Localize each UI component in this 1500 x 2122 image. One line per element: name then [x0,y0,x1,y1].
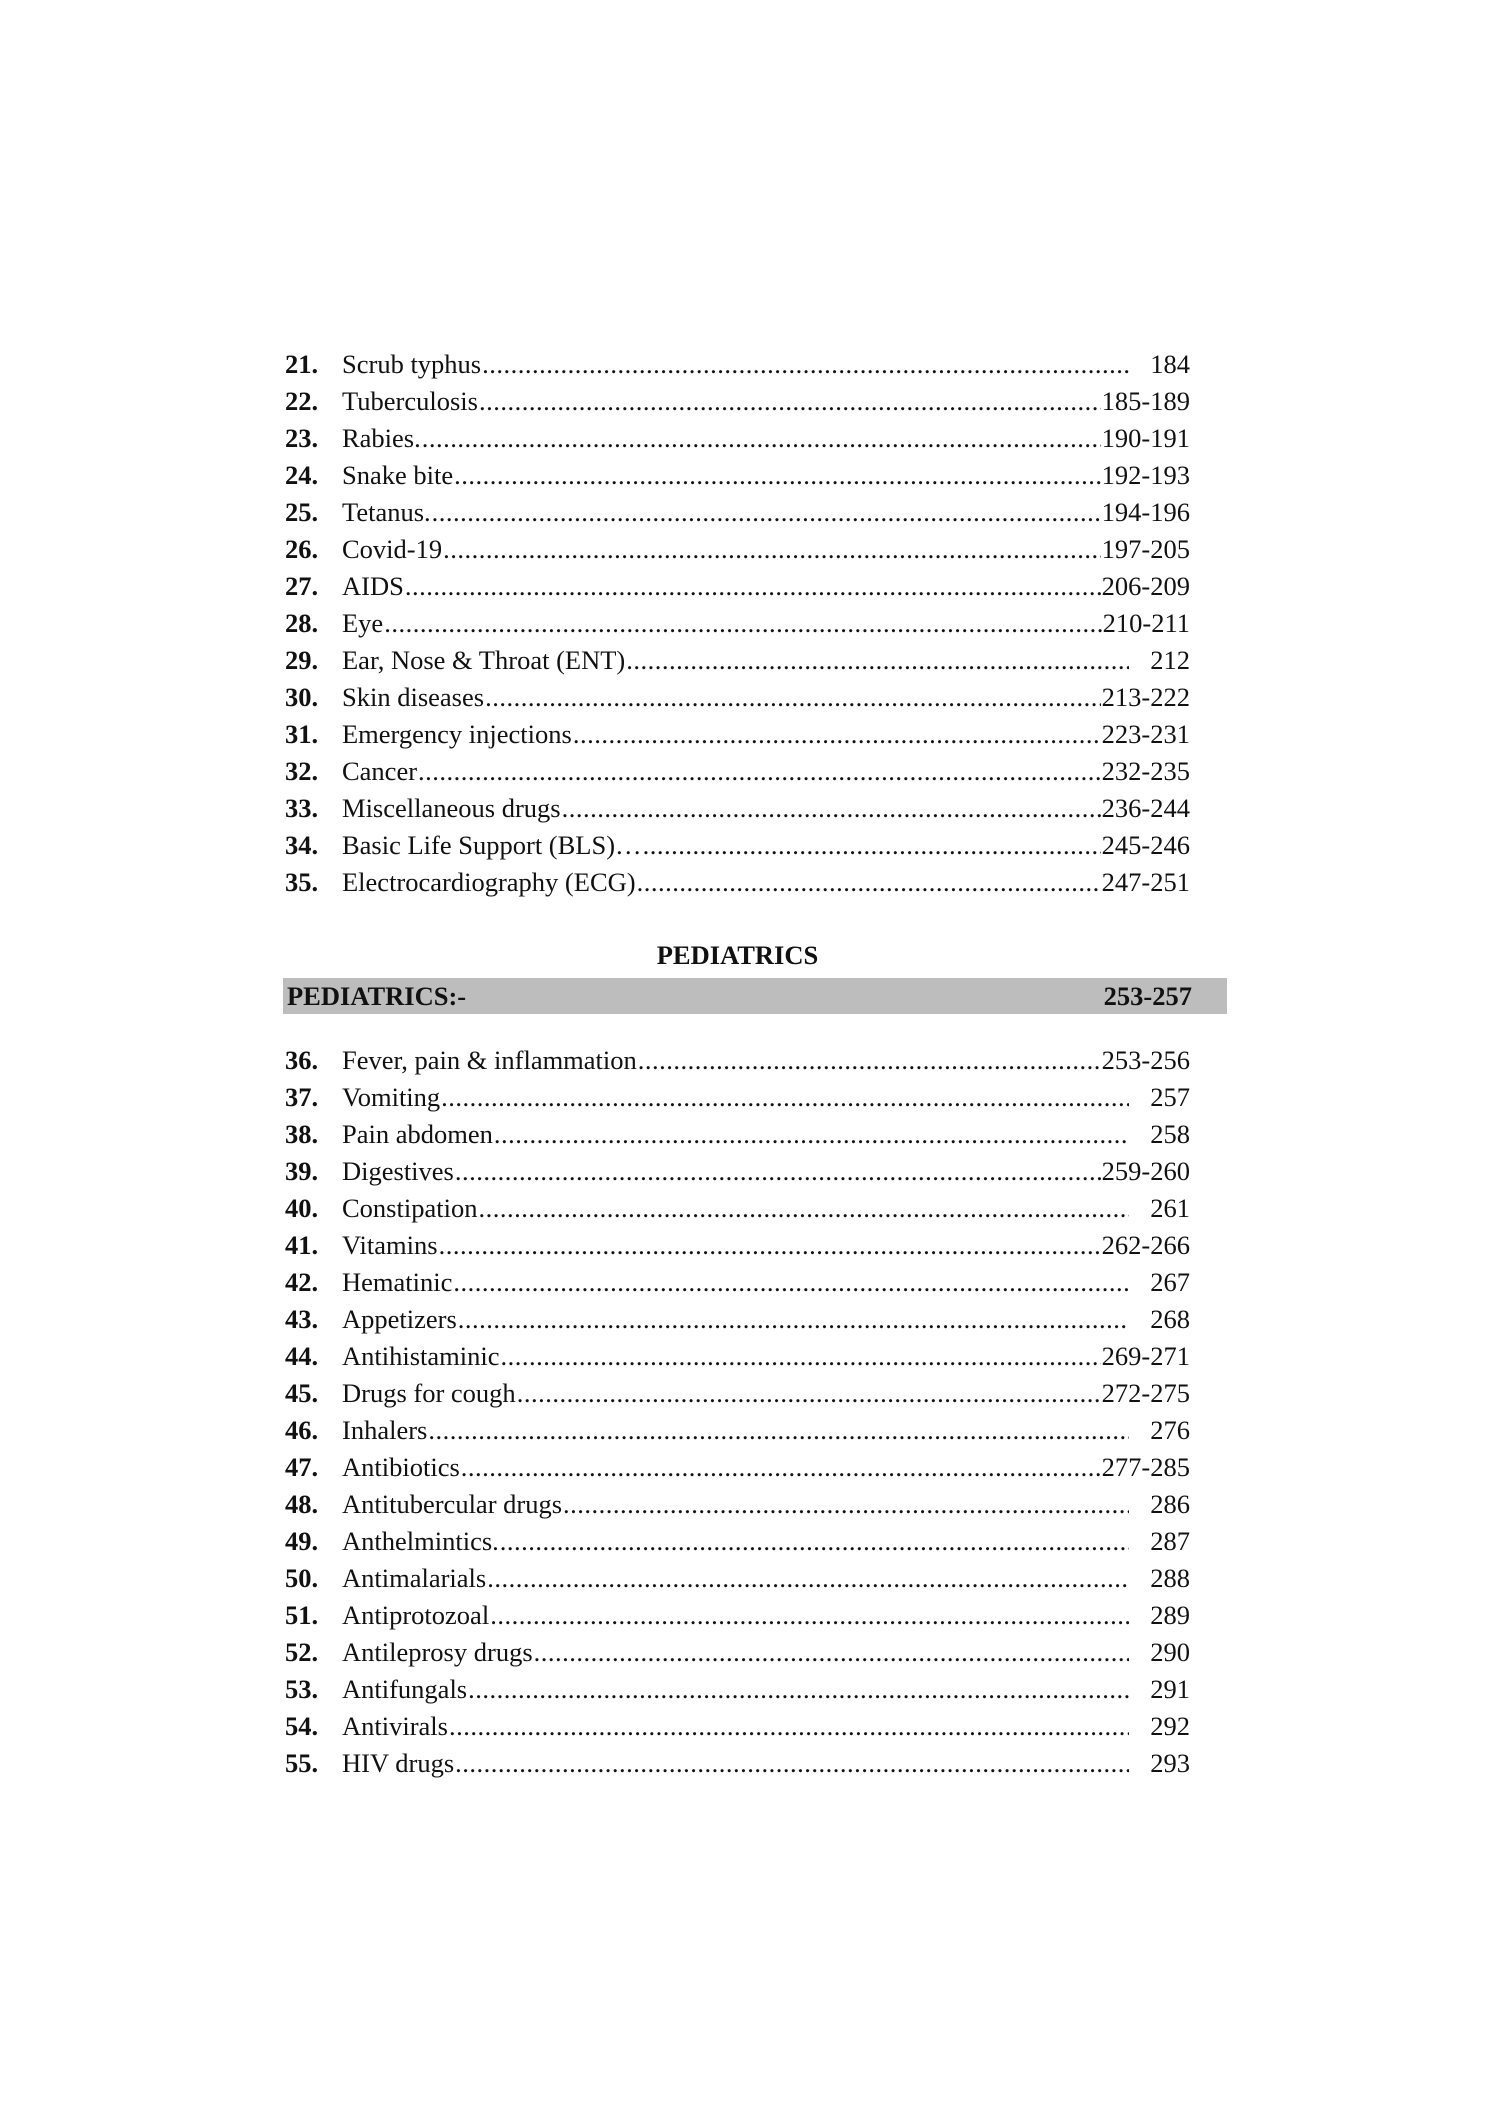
entry-title: Digestives [342,1156,454,1186]
entry-title: Pain abdomen [342,1119,493,1149]
entry-page: 245-246 [1101,830,1190,860]
entry-number: 48. [285,1489,319,1519]
leader-dots [626,642,1129,679]
entry-title: Hematinic [342,1267,453,1297]
entry-number: 23. [285,423,319,453]
entry-number: 32. [285,756,319,786]
leader-dots [478,1190,1129,1227]
entry-page: 194-196 [1101,497,1190,527]
entry-page: 190-191 [1101,423,1190,453]
entry-title: Constipation [342,1193,478,1223]
entry-number: 55. [285,1748,319,1778]
entry-page: 262-266 [1101,1230,1190,1260]
leader-dots [449,1708,1129,1745]
entry-page: 206-209 [1101,571,1190,601]
leader-dots [517,1375,1101,1412]
toc-entry[interactable] [285,1079,1190,1116]
toc-entry[interactable] [285,790,1190,827]
entry-page: 213-222 [1101,682,1190,712]
leader-dots [455,1745,1129,1782]
toc-entry[interactable] [285,383,1190,420]
entry-page: 291 [1150,1674,1190,1704]
entry-title: Emergency injections [342,719,572,749]
entry-title: Tuberculosis [342,386,478,416]
entry-number: 51. [285,1600,319,1630]
toc-entry[interactable] [285,716,1190,753]
toc-list-general [285,346,1190,901]
leader-dots [458,1301,1129,1338]
toc-entry[interactable] [285,1042,1190,1079]
entry-number: 28. [285,608,319,638]
toc-entry[interactable] [285,420,1190,457]
toc-entry[interactable] [285,568,1190,605]
leader-dots [428,1412,1129,1449]
toc-entry[interactable] [285,1523,1190,1560]
toc-entry[interactable] [285,1634,1190,1671]
entry-title: Rabies. [342,423,421,453]
toc-list-pediatrics [285,1042,1190,1782]
toc-entry[interactable] [285,1153,1190,1190]
entry-page: 258 [1150,1119,1190,1149]
entry-title: AIDS [342,571,404,601]
toc-entry[interactable] [285,679,1190,716]
entry-page: 185-189 [1101,386,1190,416]
entry-title: Antibiotics [342,1452,460,1482]
entry-page: 287 [1150,1526,1190,1556]
toc-entry[interactable] [285,1486,1190,1523]
entry-number: 53. [285,1674,319,1704]
entry-number: 37. [285,1082,319,1112]
entry-number: 31. [285,719,319,749]
toc-entry[interactable] [285,1560,1190,1597]
entry-page: 289 [1150,1600,1190,1630]
toc-entry[interactable] [285,1190,1190,1227]
leader-dots [638,1042,1101,1079]
entry-title: Ear, Nose & Throat (ENT) [342,645,626,675]
entry-title: Skin diseases [342,682,485,712]
entry-page: 232-235 [1101,756,1190,786]
leader-dots [461,1449,1101,1486]
entry-number: 52. [285,1637,319,1667]
entry-title: Vitamins [342,1230,438,1260]
entry-page: 184 [1150,349,1190,379]
leader-dots [479,383,1101,420]
leader-dots [490,1597,1129,1634]
toc-entry[interactable] [285,1412,1190,1449]
entry-title: Anthelmintics. [342,1526,499,1556]
entry-title: Eye [342,608,384,638]
leader-dots [384,605,1101,642]
leader-dots [454,457,1101,494]
entry-title: Tetanus. [342,497,431,527]
toc-entry[interactable] [285,1745,1190,1782]
entry-title: Inhalers [342,1415,428,1445]
entry-page: 277-285 [1101,1452,1190,1482]
entry-page: 257 [1150,1082,1190,1112]
entry-title: HIV drugs [342,1748,455,1778]
entry-number: 41. [285,1230,319,1260]
toc-entry[interactable] [285,1338,1190,1375]
entry-number: 24. [285,460,319,490]
entry-title: Antifungals [342,1674,468,1704]
entry-page: 276 [1150,1415,1190,1445]
toc-entry[interactable] [285,1375,1190,1412]
entry-number: 26. [285,534,319,564]
entry-number: 50. [285,1563,319,1593]
entry-page: 210-211 [1102,608,1190,638]
leader-dots [422,420,1101,457]
leader-dots [443,531,1101,568]
entry-title: Appetizers [342,1304,457,1334]
entry-page: 192-193 [1101,460,1190,490]
entry-title: Electrocardiography (ECG) [342,867,636,897]
toc-entry[interactable] [285,494,1190,531]
entry-number: 35. [285,867,319,897]
entry-page: 236-244 [1101,793,1190,823]
section-bar-label: PEDIATRICS:- [287,981,467,1011]
toc-entry[interactable] [285,531,1190,568]
leader-dots [573,716,1101,753]
entry-number: 29. [285,645,319,675]
entry-title: Snake bite [342,460,454,490]
entry-number: 25. [285,497,319,527]
entry-title: Antileprosy drugs [342,1637,533,1667]
toc-entry[interactable] [285,827,1190,864]
entry-number: 39. [285,1156,319,1186]
entry-page: 268 [1150,1304,1190,1334]
entry-page: 288 [1150,1563,1190,1593]
leader-dots [643,827,1101,864]
entry-title: Antiprotozoal [342,1600,490,1630]
leader-dots [455,1153,1101,1190]
entry-page: 261 [1150,1193,1190,1223]
leader-dots [441,1079,1129,1116]
toc-entry[interactable] [285,1597,1190,1634]
entry-page: 247-251 [1101,867,1190,897]
entry-title: Cancer [342,756,418,786]
entry-number: 40. [285,1193,319,1223]
leader-dots [637,864,1101,901]
entry-page: 292 [1150,1711,1190,1741]
entry-page: 259-260 [1101,1156,1190,1186]
entry-number: 33. [285,793,319,823]
toc-entry[interactable] [285,753,1190,790]
section-bar [283,978,1227,1014]
entry-number: 43. [285,1304,319,1334]
leader-dots [453,1264,1129,1301]
entry-page: 286 [1150,1489,1190,1519]
entry-title: Scrub typhus [342,349,482,379]
entry-number: 54. [285,1711,319,1741]
entry-page: 253-256 [1101,1045,1190,1075]
leader-dots [487,1560,1129,1597]
section-heading: PEDIATRICS [656,940,819,970]
entry-number: 38. [285,1119,319,1149]
entry-number: 34. [285,830,319,860]
entry-number: 22. [285,386,319,416]
entry-page: 212 [1150,645,1190,675]
entry-page: 223-231 [1101,719,1190,749]
leader-dots [432,494,1101,531]
toc-entry[interactable] [285,1227,1190,1264]
entry-title: Antitubercular drugs [342,1489,563,1519]
entry-title: Miscellaneous drugs [342,793,561,823]
entry-number: 21. [285,349,319,379]
toc-entry[interactable] [285,1264,1190,1301]
toc-entry[interactable] [285,1671,1190,1708]
leader-dots [563,1486,1129,1523]
entry-number: 30. [285,682,319,712]
entry-number: 42. [285,1267,319,1297]
entry-number: 44. [285,1341,319,1371]
entry-title: Fever, pain & inflammation [342,1045,637,1075]
leader-dots [468,1671,1129,1708]
entry-page: 272-275 [1101,1378,1190,1408]
entry-number: 49. [285,1526,319,1556]
entry-number: 36. [285,1045,319,1075]
entry-title: Basic Life Support (BLS)… [342,830,642,860]
toc-entry[interactable] [285,605,1190,642]
leader-dots [405,568,1101,605]
toc-entry[interactable] [285,346,1190,383]
leader-dots [534,1634,1129,1671]
entry-title: Drugs for cough [342,1378,516,1408]
entry-title: Antimalarials [342,1563,487,1593]
leader-dots [418,753,1101,790]
section-bar-range: 253-257 [1103,981,1192,1011]
leader-dots [500,1523,1129,1560]
entry-number: 45. [285,1378,319,1408]
entry-page: 269-271 [1101,1341,1190,1371]
toc-entry[interactable] [285,1449,1190,1486]
toc-entry[interactable] [285,457,1190,494]
entry-number: 27. [285,571,319,601]
leader-dots [562,790,1101,827]
entry-page: 293 [1150,1748,1190,1778]
entry-title: Antihistaminic [342,1341,500,1371]
toc-entry[interactable] [285,1116,1190,1153]
leader-dots [501,1338,1101,1375]
leader-dots [439,1227,1101,1264]
leader-dots [485,679,1101,716]
toc-entry[interactable] [285,642,1190,679]
toc-entry[interactable] [285,1301,1190,1338]
entry-page: 290 [1150,1637,1190,1667]
toc-entry[interactable] [285,864,1190,901]
leader-dots [494,1116,1129,1153]
entry-number: 47. [285,1452,319,1482]
entry-number: 46. [285,1415,319,1445]
entry-title: Covid-19 [342,534,443,564]
entry-page: 267 [1150,1267,1190,1297]
entry-page: 197-205 [1101,534,1190,564]
entry-title: Antivirals [342,1711,448,1741]
toc-entry[interactable] [285,1708,1190,1745]
leader-dots [482,346,1129,383]
entry-title: Vomiting [342,1082,441,1112]
